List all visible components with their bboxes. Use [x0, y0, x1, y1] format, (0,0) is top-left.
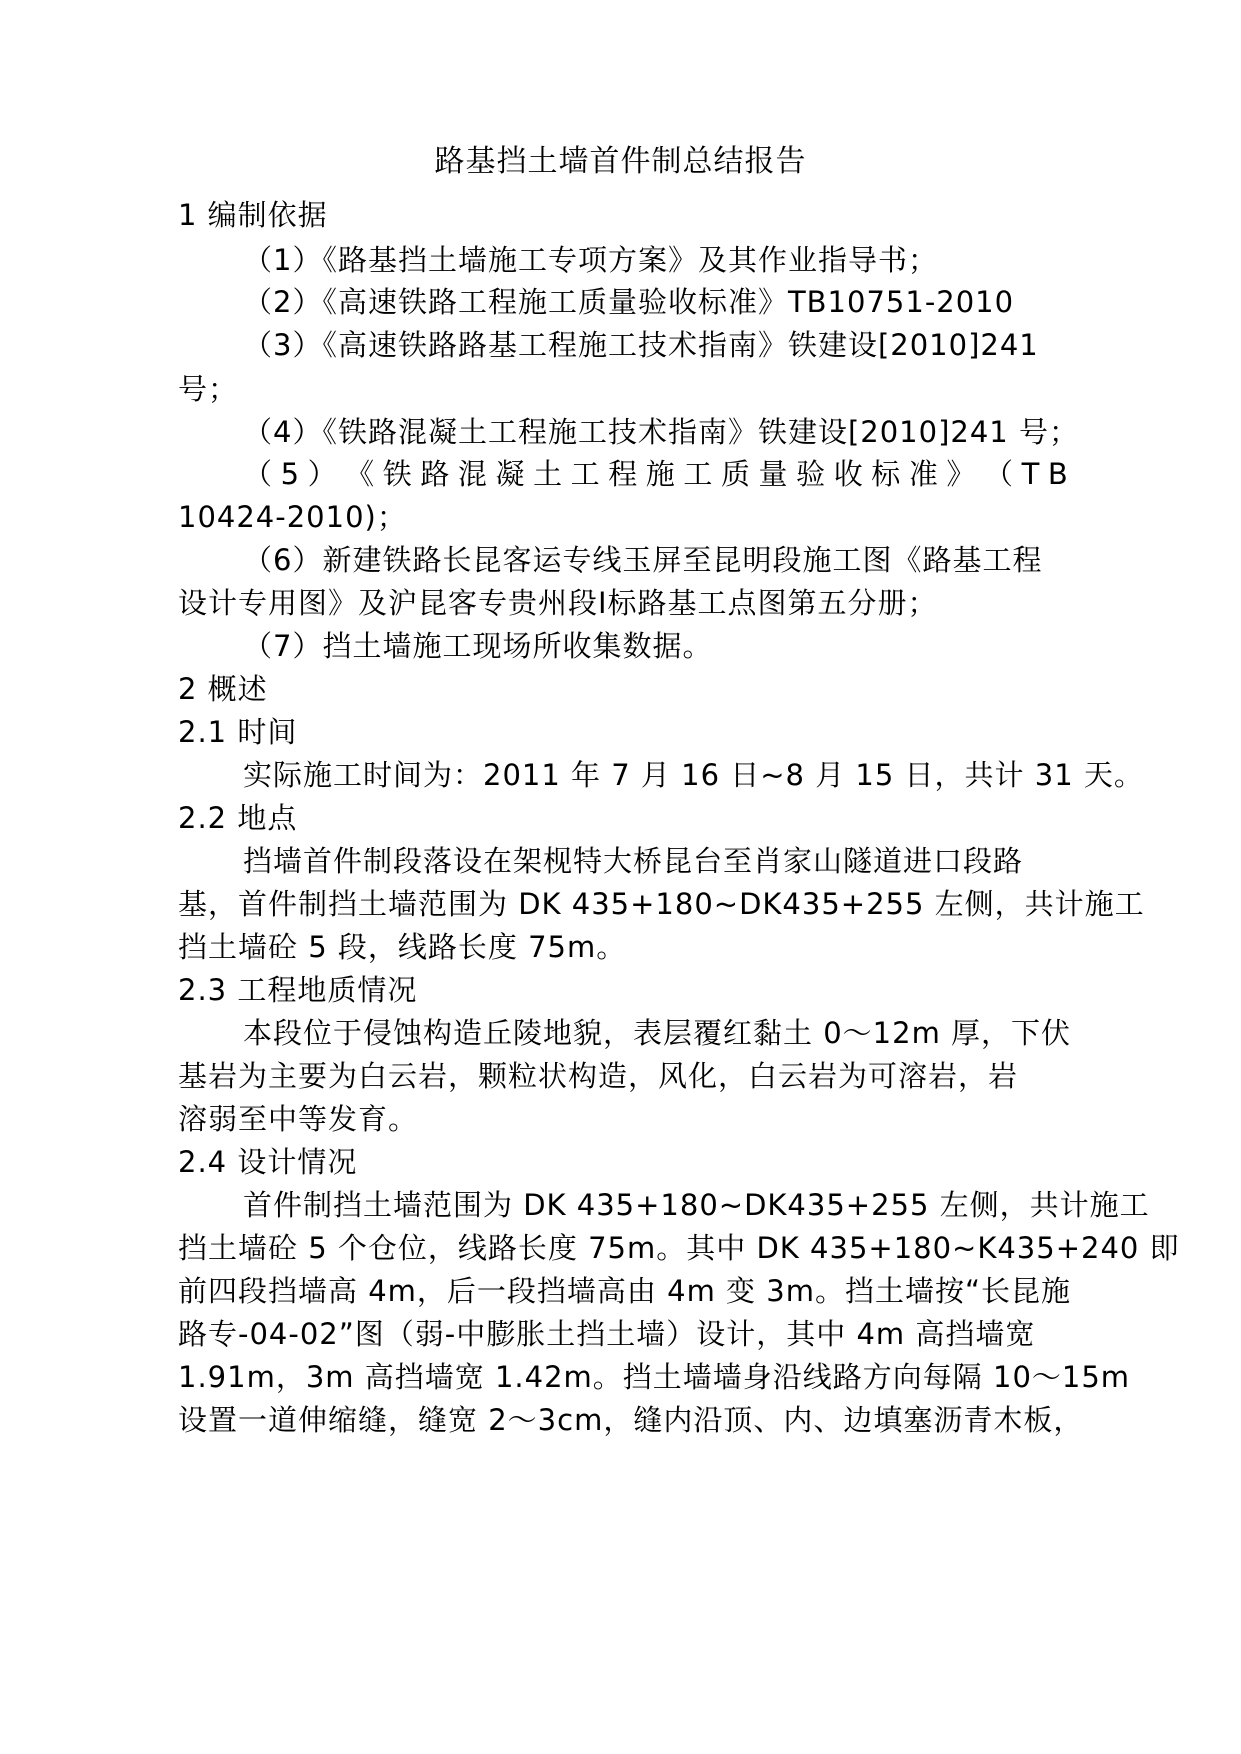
justified-glyph: 凝	[495, 457, 525, 491]
justified-glyph: B	[1047, 457, 1068, 491]
document-title: 路基挡土墙首件制总结报告	[434, 144, 807, 179]
subsection-heading: 2.4 设计情况	[178, 1145, 358, 1179]
paragraph-line: 基，首件制挡土墙范围为 DK 435+180~DK435+255 左侧，共计施工	[178, 887, 1145, 921]
subsection-heading: 2.2 地点	[178, 801, 298, 835]
basis-item-continuation: 号；	[178, 372, 239, 406]
justified-glyph: 土	[533, 457, 563, 491]
justified-glyph: 施	[645, 457, 675, 491]
paragraph-line: 设置一道伸缩缝，缝宽 2～3cm，缝内沿顶、内、边填塞沥青木板，	[178, 1403, 1084, 1437]
basis-item: （1）《路基挡土墙施工专项方案》及其作业指导书；	[243, 243, 938, 277]
paragraph-line: 前四段挡墙高 4m，后一段挡墙高由 4m 变 3m。挡土墙按“长昆施	[178, 1274, 1071, 1308]
paragraph-line: 首件制挡土墙范围为 DK 435+180~DK435+255 左侧，共计施工	[243, 1188, 1150, 1222]
paragraph-line: 实际施工时间为：2011 年 7 月 16 日~8 月 15 日，共计 31 天。	[243, 758, 1144, 792]
justified-glyph: （	[243, 457, 273, 491]
basis-item: （6）新建铁路长昆客运专线玉屏至昆明段施工图《路基工程	[243, 543, 1043, 577]
justified-glyph: 工	[570, 457, 600, 491]
basis-item-justified	[243, 454, 1068, 494]
basis-item: （4）《铁路混凝土工程施工技术指南》铁建设[2010]241 号；	[243, 415, 1079, 449]
justified-glyph: 》	[946, 457, 976, 491]
basis-item: （3）《高速铁路路基工程施工技术指南》铁建设[2010]241	[243, 328, 1039, 362]
paragraph-line: 挡土墙砼 5 段，线路长度 75m。	[178, 930, 627, 964]
justified-glyph: 路	[420, 457, 450, 491]
paragraph-line: 挡墙首件制段落设在架枧特大桥昆台至肖家山隧道进口段路	[243, 844, 1024, 878]
justified-glyph: 量	[758, 457, 788, 491]
basis-item: （2）《高速铁路工程施工质量验收标准》TB10751-2010	[243, 285, 1015, 319]
subsection-heading: 2.1 时间	[178, 715, 298, 749]
justified-glyph: T	[1021, 457, 1040, 491]
justified-glyph: 准	[908, 457, 938, 491]
justified-glyph: （	[984, 457, 1014, 491]
justified-glyph: 5	[280, 457, 300, 491]
paragraph-line: 挡土墙砼 5 个仓位，线路长度 75m。其中 DK 435+180~K435+240 即	[178, 1231, 1180, 1265]
justified-glyph: 收	[833, 457, 863, 491]
paragraph-line: 基岩为主要为白云岩，颗粒状构造，风化，白云岩为可溶岩，岩	[178, 1059, 1019, 1093]
justified-glyph: 《	[345, 457, 375, 491]
basis-item-continuation: 设计专用图》及沪昆客专贵州段Ⅰ标路基工点图第五分册；	[178, 586, 938, 620]
paragraph-line: 本段位于侵蚀构造丘陵地貌，表层覆红黏土 0～12m 厚，下伏	[243, 1016, 1072, 1050]
paragraph-line: 1.91m，3m 高挡墙宽 1.42m。挡土墙墙身沿线路方向每隔 10～15m	[178, 1360, 1131, 1394]
justified-glyph: ）	[307, 457, 337, 491]
justified-glyph: 标	[871, 457, 901, 491]
subsection-heading: 2.3 工程地质情况	[178, 973, 418, 1007]
basis-item-continuation: 10424-2010)；	[178, 500, 407, 534]
justified-glyph: 验	[796, 457, 826, 491]
justified-glyph: 铁	[382, 457, 412, 491]
justified-glyph: 程	[608, 457, 638, 491]
justified-glyph: 工	[683, 457, 713, 491]
justified-glyph: 质	[720, 457, 750, 491]
section-heading: 2 概述	[178, 672, 268, 706]
basis-item: （7）挡土墙施工现场所收集数据。	[243, 629, 713, 663]
justified-glyph: 混	[457, 457, 487, 491]
paragraph-line: 溶弱至中等发育。	[178, 1102, 419, 1136]
paragraph-line: 路专-04-02”图（弱-中膨胀土挡土墙）设计，其中 4m 高挡墙宽	[178, 1317, 1036, 1351]
section-heading: 1 编制依据	[178, 198, 328, 232]
